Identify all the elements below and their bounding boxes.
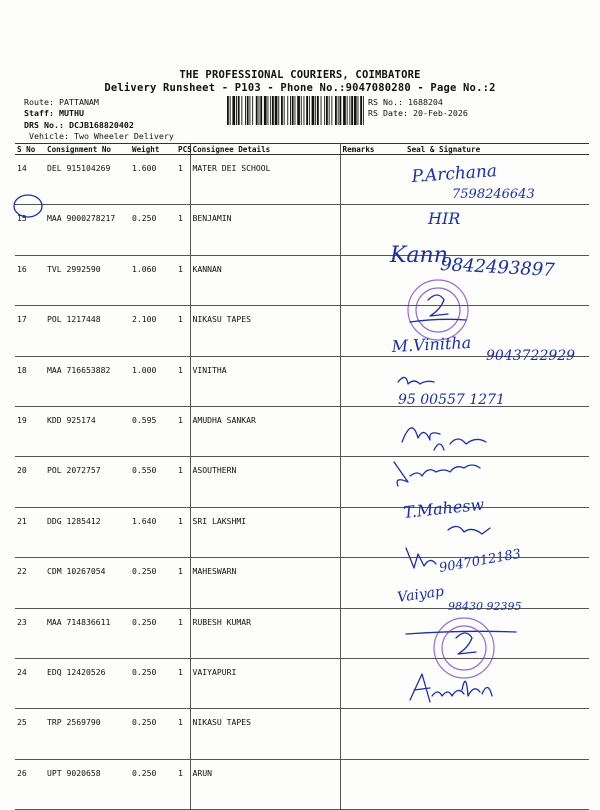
col-seal: Seal & Signature <box>393 144 589 155</box>
cell-consignment: UPT 9020658 <box>45 759 130 809</box>
cell-consignee: ASOUTHERN <box>190 457 340 507</box>
cell-remarks <box>340 759 393 809</box>
cell-pcs: 1 <box>176 356 190 406</box>
signature-row-18-phone: 9043722929 <box>486 348 576 364</box>
cell-weight: 1.640 <box>130 507 176 557</box>
runsheet-table <box>15 143 589 810</box>
cell-consignment: MAA 9000278217 <box>45 205 130 255</box>
cell-weight: 0.250 <box>130 658 176 708</box>
staff-label: Staff: MUTHU <box>24 108 84 118</box>
cell-pcs: 1 <box>176 155 190 205</box>
cell-consignee: SRI LAKSHMI <box>190 507 340 557</box>
route-label: Route: PATTANAM <box>24 97 99 107</box>
cell-consignee: VAIYAPURI <box>190 658 340 708</box>
cell-remarks <box>340 507 393 557</box>
table-row <box>15 658 589 708</box>
cell-sno: 20 <box>15 457 45 507</box>
signature-row-23-phone: 9047012183 <box>438 546 523 576</box>
col-weight: Weight <box>130 144 176 155</box>
table-row <box>15 406 589 456</box>
cell-consignee: AMUDHA SANKAR <box>190 406 340 456</box>
table-row <box>15 457 589 507</box>
cell-consignee: NIKASU TAPES <box>190 709 340 759</box>
cell-signature <box>393 205 589 255</box>
table-row <box>15 205 589 255</box>
cell-pcs: 1 <box>176 558 190 608</box>
cell-remarks <box>340 457 393 507</box>
cell-remarks <box>340 709 393 759</box>
cell-sno: 24 <box>15 658 45 708</box>
cell-signature <box>393 155 589 205</box>
cell-consignment: DDG 1285412 <box>45 507 130 557</box>
cell-sno: 22 <box>15 558 45 608</box>
drs-label: DRS No.: DCJB168820402 <box>24 120 134 130</box>
cell-consignee: MATER DEI SCHOOL <box>190 155 340 205</box>
cell-weight: 0.250 <box>130 709 176 759</box>
col-consignee: Consignee Details <box>190 144 340 155</box>
cell-signature <box>393 658 589 708</box>
cell-consignment: DEL 915104269 <box>45 155 130 205</box>
cell-weight: 0.250 <box>130 759 176 809</box>
cell-remarks <box>340 306 393 356</box>
cell-remarks <box>340 205 393 255</box>
signature-row-18-name: M.Vinitha <box>391 332 472 356</box>
cell-signature <box>393 558 589 608</box>
cell-sno: 16 <box>15 255 45 305</box>
signature-row-15-mark: HIR <box>428 209 461 228</box>
table-row <box>15 155 589 205</box>
cell-consignment: TVL 2992590 <box>45 255 130 305</box>
cell-consignee: VINITHA <box>190 356 340 406</box>
cell-sno: 14 <box>15 155 45 205</box>
signature-row-16-name: Kann <box>390 243 448 268</box>
table-row <box>15 709 589 759</box>
table-row <box>15 507 589 557</box>
cell-weight: 1.000 <box>130 356 176 406</box>
cell-remarks <box>340 155 393 205</box>
cell-weight: 0.250 <box>130 205 176 255</box>
cell-weight: 0.550 <box>130 457 176 507</box>
cell-weight: 0.250 <box>130 608 176 658</box>
cell-pcs: 1 <box>176 457 190 507</box>
cell-remarks <box>340 406 393 456</box>
cell-signature <box>393 306 589 356</box>
rs-number: RS No.: 1688204 <box>368 97 443 107</box>
cell-consignment: KDD 925174 <box>45 406 130 456</box>
barcode <box>227 96 365 125</box>
cell-remarks <box>340 658 393 708</box>
cell-sno: 21 <box>15 507 45 557</box>
cell-signature <box>393 406 589 456</box>
cell-pcs: 1 <box>176 608 190 658</box>
rs-date: RS Date: 20-Feb-2026 <box>368 108 468 118</box>
cell-pcs: 1 <box>176 205 190 255</box>
cell-weight: 1.600 <box>130 155 176 205</box>
cell-sno: 23 <box>15 608 45 658</box>
table-header <box>15 144 589 155</box>
cell-consignment: TRP 2569790 <box>45 709 130 759</box>
cell-weight: 2.100 <box>130 306 176 356</box>
col-consignment: Consignment No <box>45 144 130 155</box>
table-row <box>15 558 589 608</box>
vehicle-label: Vehicle: Two Wheeler Delivery <box>29 131 174 141</box>
cell-pcs: 1 <box>176 759 190 809</box>
cell-signature <box>393 255 589 305</box>
cell-signature <box>393 457 589 507</box>
cell-consignee: KANNAN <box>190 255 340 305</box>
company-title: THE PROFESSIONAL COURIERS, COIMBATORE <box>179 69 421 81</box>
col-remarks: Remarks <box>340 144 393 155</box>
cell-remarks <box>340 356 393 406</box>
cell-remarks <box>340 255 393 305</box>
cell-signature <box>393 759 589 809</box>
cell-pcs: 1 <box>176 709 190 759</box>
runsheet-subtitle: Delivery Runsheet - P103 - Phone No.:9047080280 - Page No.:2 <box>104 82 496 94</box>
cell-sno: 17 <box>15 306 45 356</box>
cell-sno: 26 <box>15 759 45 809</box>
col-pcs: PCS <box>178 144 192 154</box>
cell-sno: 18 <box>15 356 45 406</box>
cell-consignment: CDM 10267054 <box>45 558 130 608</box>
cell-consignee: BENJAMIN <box>190 205 340 255</box>
cell-sno: 19 <box>15 406 45 456</box>
cell-sno: 25 <box>15 709 45 759</box>
cell-consignment: MAA 716653882 <box>45 356 130 406</box>
cell-pcs: 1 <box>176 507 190 557</box>
signature-row-22-name: T.Mahesw <box>402 494 485 522</box>
cell-weight: 0.250 <box>130 558 176 608</box>
table-row <box>15 608 589 658</box>
signature-row-14-name: P.Archana <box>410 161 498 187</box>
cell-consignee: MAHESWARN <box>190 558 340 608</box>
cell-signature <box>393 356 589 406</box>
cell-pcs: 1 <box>176 406 190 456</box>
signature-row-24-name: Vaiyap <box>396 583 445 606</box>
table-row <box>15 255 589 305</box>
cell-pcs: 1 <box>176 306 190 356</box>
cell-consignment: POL 1217448 <box>45 306 130 356</box>
col-sno: S No <box>15 144 45 155</box>
cell-signature <box>393 608 589 658</box>
signature-row-24-phone: 98430 92395 <box>448 600 522 613</box>
table-row <box>15 759 589 809</box>
cell-consignment: MAA 714836611 <box>45 608 130 658</box>
cell-consignee: RUBESH KUMAR <box>190 608 340 658</box>
cell-consignment: EDQ 12420526 <box>45 658 130 708</box>
cell-remarks <box>340 608 393 658</box>
table-row <box>15 306 589 356</box>
cell-pcs: 1 <box>176 255 190 305</box>
table-row <box>15 356 589 406</box>
cell-weight: 0.595 <box>130 406 176 456</box>
signature-row-16-phone: 9842493897 <box>439 254 556 281</box>
cell-remarks <box>340 558 393 608</box>
signature-row-14-phone: 7598246643 <box>452 187 535 202</box>
cell-weight: 1.060 <box>130 255 176 305</box>
cell-signature <box>393 507 589 557</box>
cell-signature <box>393 709 589 759</box>
signature-row-19-phone: 95 00557 1271 <box>398 392 505 408</box>
cell-pcs: 1 <box>176 658 190 708</box>
cell-sno: 15 <box>15 205 45 255</box>
cell-consignee: ARUN <box>190 759 340 809</box>
cell-consignee: NIKASU TAPES <box>190 306 340 356</box>
cell-consignment: POL 2072757 <box>45 457 130 507</box>
